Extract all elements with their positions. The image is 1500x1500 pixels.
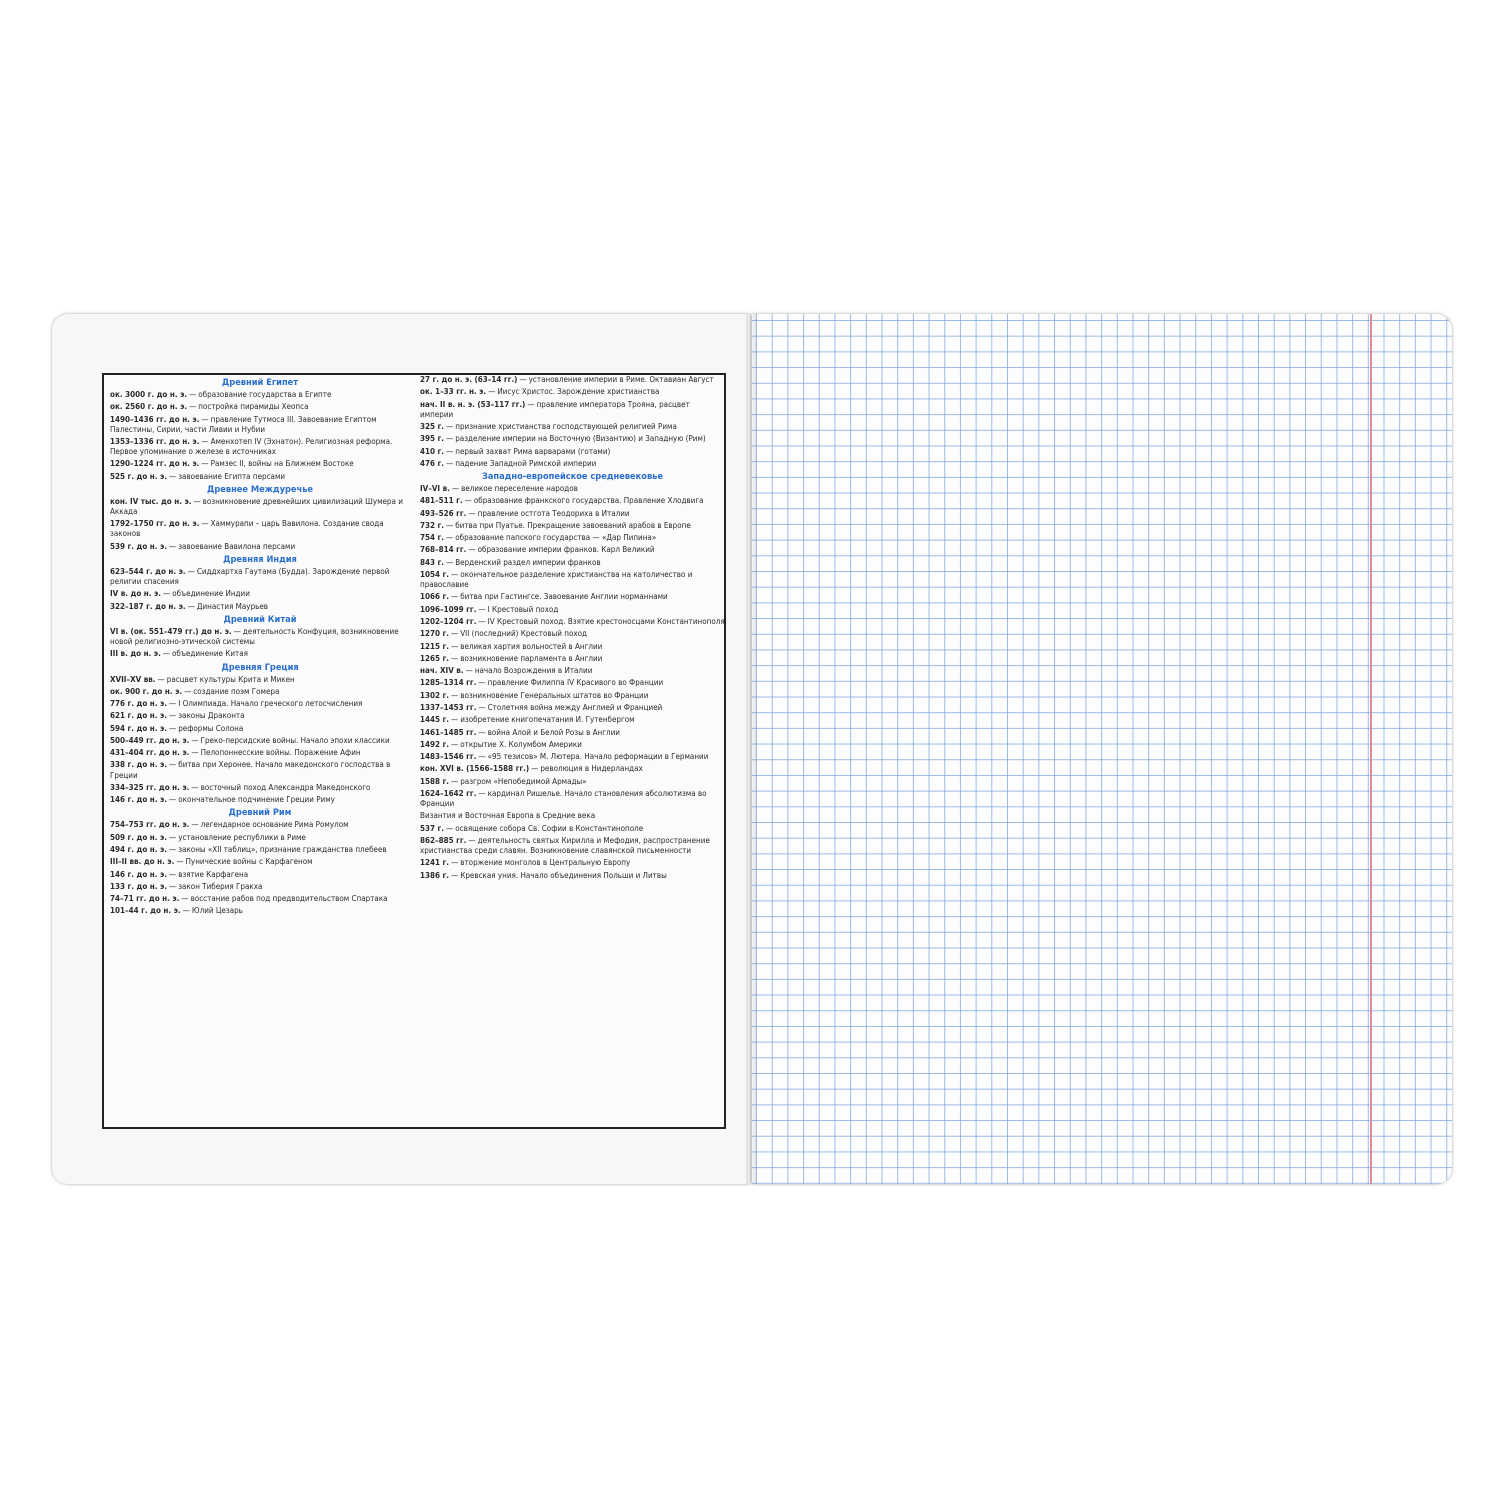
- entry-event: Пелопоннесские войны. Поражение Афин: [200, 748, 361, 758]
- timeline-entry: [420, 715, 725, 725]
- right-column: [420, 375, 725, 883]
- entry-date: 1490–1436 гг. до н. э.: [110, 414, 200, 424]
- timeline-entry: [420, 422, 725, 432]
- entry-separator: —: [201, 519, 209, 529]
- timeline-entry: [420, 496, 725, 506]
- entry-event: объединение Китая: [172, 649, 248, 659]
- entry-date: 1265 г.: [420, 653, 450, 663]
- entry-separator: —: [169, 471, 177, 481]
- entry-date: 494 г. до н. э.: [110, 844, 167, 854]
- entry-event: образование папского государства — «Дар Пипина»: [455, 533, 657, 543]
- entry-date: IV–VI в.: [420, 484, 450, 494]
- timeline-entry: [110, 699, 410, 709]
- entry-separator: —: [451, 484, 460, 494]
- entry-date: 338 г. до н. э.: [110, 760, 167, 770]
- entry-date: ок. 900 г. до н. э.: [110, 686, 183, 696]
- section-heading: Древний Рим: [228, 807, 292, 819]
- entry-event: деятельность святых Кирилла и Мефодия, распространение христианства среди славян. Возникновение славянской письменности: [420, 835, 710, 855]
- entry-separator: —: [169, 723, 177, 733]
- timeline-entry: [110, 783, 410, 793]
- entry-event: законы «XII таблиц», признание гражданства плебеев: [178, 844, 387, 854]
- timeline-entry: [420, 558, 725, 568]
- timeline-entry: [110, 736, 410, 746]
- timeline-entry: [420, 858, 725, 868]
- entry-separator: —: [446, 421, 454, 431]
- entry-separator: —: [157, 674, 165, 684]
- timeline-entry: [420, 545, 725, 555]
- entry-date: 1337–1453 гг.: [420, 702, 477, 712]
- timeline-entry: [420, 605, 725, 615]
- entry-event: установление республики в Риме: [178, 832, 306, 842]
- entry-separator: —: [446, 446, 454, 456]
- entry-separator: —: [169, 699, 177, 709]
- timeline-entry: [110, 687, 410, 697]
- entry-date: 101–44 г. до н. э.: [110, 906, 181, 916]
- entry-date: 74–71 гг. до н. э.: [110, 894, 180, 904]
- entry-event: Аменхотеп IV (Эхнатон). Религиозная реформа. Первое упоминание о железе в источниках: [110, 436, 393, 457]
- timeline-entry: [110, 748, 410, 758]
- entry-separator: —: [468, 545, 476, 555]
- entry-separator: —: [191, 820, 199, 830]
- entry-separator: —: [478, 727, 486, 737]
- timeline-entry: [110, 589, 410, 599]
- timeline-entry: [420, 459, 725, 469]
- timeline-entry: [420, 521, 725, 531]
- entry-date: 539 г. до н. э.: [110, 541, 167, 551]
- entry-separator: —: [451, 870, 459, 880]
- entry-event: разделение империи на Восточную (Византию) и Западную (Рим): [455, 434, 706, 444]
- entry-separator: —: [451, 858, 459, 868]
- entry-separator: —: [527, 399, 535, 409]
- entry-separator: —: [169, 832, 177, 842]
- entry-separator: —: [201, 459, 209, 469]
- entry-separator: —: [201, 414, 209, 424]
- entry-separator: —: [189, 402, 197, 412]
- entry-separator: —: [531, 764, 539, 774]
- entry-separator: —: [187, 566, 195, 576]
- entry-separator: —: [451, 570, 459, 580]
- timeline-entry: [110, 459, 410, 469]
- timeline-entry: [420, 654, 725, 664]
- entry-separator: —: [163, 589, 171, 599]
- entry-date: нач. XIV в.: [420, 666, 464, 676]
- entry-date: 476 г.: [420, 458, 445, 468]
- entry-separator: —: [184, 686, 192, 696]
- entry-event: восточный поход Александра Македонского: [200, 782, 371, 792]
- timeline-entry: [420, 666, 725, 676]
- entry-date: 1386 г.: [420, 870, 450, 880]
- entry-date: VI в. (ок. 551–479 гг.) до н. э.: [110, 626, 232, 636]
- entry-date: 754 г.: [420, 533, 445, 543]
- timeline-entry: [110, 390, 410, 400]
- entry-separator: —: [169, 869, 177, 879]
- timeline-entry: [420, 789, 725, 809]
- timeline-entry: [420, 375, 725, 385]
- entry-date: 1270 г.: [420, 629, 450, 639]
- entry-separator: —: [169, 541, 177, 551]
- entry-date: 1353–1336 гг. до н. э.: [110, 436, 200, 446]
- entry-separator: —: [451, 739, 459, 749]
- entry-event: Столетняя война между Англией и Францией: [487, 702, 663, 712]
- left-column: [110, 375, 410, 919]
- entry-event: возникновение древнейших цивилизаций Шумера и Аккада: [110, 496, 403, 516]
- entry-separator: —: [468, 835, 476, 845]
- entry-event: взятие Карфагена: [178, 869, 249, 879]
- entry-date: 594 г. до н. э.: [110, 723, 167, 733]
- entry-separator: —: [468, 508, 476, 518]
- entry-separator: —: [169, 795, 177, 805]
- entry-separator: —: [169, 881, 177, 891]
- entry-date: ок. 1–33 гг. н. э.: [420, 387, 487, 397]
- section-subheading: Византия и Восточная Европа в Средние века: [420, 811, 596, 821]
- entry-separator: —: [488, 387, 496, 397]
- entry-date: 732 г.: [420, 520, 445, 530]
- entry-date: 1054 г.: [420, 570, 450, 580]
- entry-event: революция в Нидерландах: [540, 764, 643, 774]
- entry-separator: —: [464, 496, 472, 506]
- entry-date: кон. IV тыс. до н. э.: [110, 496, 192, 506]
- entry-date: 431–404 гг. до н. э.: [110, 748, 190, 758]
- entry-separator: —: [187, 601, 195, 611]
- entry-date: III в. до н. э.: [110, 649, 161, 659]
- entry-separator: —: [478, 678, 486, 688]
- entry-separator: —: [451, 592, 459, 602]
- entry-event: правление остгота Теодориха в Италии: [477, 508, 630, 518]
- entry-separator: —: [446, 458, 454, 468]
- entry-event: Иисус Христос. Зарождение христианства: [497, 387, 660, 397]
- entry-separator: —: [189, 390, 197, 399]
- entry-date: III–II вв. до н. э.: [110, 857, 175, 867]
- entry-event: расцвет культуры Крита и Микен: [166, 674, 295, 684]
- timeline-entry: [420, 642, 725, 652]
- entry-event: Юлий Цезарь: [191, 906, 243, 916]
- entry-event: образование государства в Египте: [198, 390, 332, 399]
- entry-event: реформы Солона: [178, 723, 244, 733]
- entry-separator: —: [478, 752, 486, 762]
- entry-date: 1241 г.: [420, 858, 450, 868]
- entry-event: Кревская уния. Начало объединения Польши и Литвы: [460, 870, 667, 880]
- timeline-entry: [110, 724, 410, 734]
- timeline-entry: [110, 437, 410, 457]
- entry-separator: —: [193, 496, 201, 506]
- entry-event: деятельность Конфуция, возникновение новой религиозно-этической системы: [110, 626, 399, 646]
- entry-event: постройка пирамиды Хеопса: [198, 402, 309, 412]
- entry-event: Рамзес II, войны на Ближнем Востоке: [210, 459, 354, 469]
- entry-event: открытие Х. Колумбом Америки: [460, 739, 582, 749]
- entry-date: XVII–XV вв.: [110, 674, 156, 684]
- entry-event: I Олимпиада. Начало греческого летосчисления: [178, 699, 363, 709]
- entry-event: война Алой и Белой Розы в Англии: [487, 727, 620, 737]
- entry-event: восстание рабов под предводительством Спартака: [190, 894, 388, 904]
- entry-event: завоевание Вавилона персами: [178, 541, 296, 551]
- entry-event: установление империи в Риме. Октавиан Август: [528, 375, 714, 384]
- section-heading: Западно-европейское средневековье: [481, 471, 664, 483]
- entry-event: возникновение парламента в Англии: [460, 653, 603, 663]
- entry-date: 1285–1314 гг.: [420, 678, 477, 688]
- entry-date: 1792–1750 гг. до н. э.: [110, 519, 200, 529]
- entry-separator: —: [181, 894, 189, 904]
- entry-separator: —: [191, 748, 199, 758]
- entry-event: кардинал Ришелье. Начало становления абсолютизма во Франции: [420, 788, 707, 808]
- entry-event: Пунические войны с Карфагеном: [185, 857, 313, 867]
- timeline-entry: [420, 629, 725, 639]
- timeline-entry: [110, 402, 410, 412]
- entry-event: закон Тиберия Гракха: [178, 881, 263, 891]
- entry-date: 1461–1485 гг.: [420, 727, 477, 737]
- entry-event: правление императора Трояна, расцвет империи: [420, 399, 690, 419]
- entry-separator: —: [169, 711, 177, 721]
- entry-event: правление Тутмоса III. Завоевание Египтом Палестины, Сирии, части Ливии и Нубии: [110, 414, 377, 434]
- entry-date: 525 г. до н. э.: [110, 471, 167, 481]
- timeline-entry: [420, 592, 725, 602]
- notebook-spine: [746, 314, 756, 1184]
- entry-event: образование империи франков. Карл Великий: [477, 545, 655, 555]
- entry-date: 1096–1099 гг.: [420, 604, 477, 614]
- entry-separator: —: [446, 533, 454, 543]
- entry-event: завоевание Египта персами: [178, 471, 286, 481]
- entry-separator: —: [446, 557, 454, 567]
- entry-event: Династия Маурьев: [196, 601, 269, 611]
- right-page-grid: [752, 314, 1452, 1184]
- entry-separator: —: [191, 782, 199, 792]
- entry-event: создание поэм Гомера: [193, 686, 280, 696]
- timeline-entry: [110, 519, 410, 539]
- timeline-entry: [110, 795, 410, 805]
- entry-date: ок. 3000 г. до н. э.: [110, 390, 188, 399]
- entry-separator: —: [451, 641, 459, 651]
- section-heading: Древний Египет: [221, 377, 299, 388]
- entry-date: 1290–1224 гг. до н. э.: [110, 459, 200, 469]
- timeline-entry: [420, 777, 725, 787]
- timeline-entry: [110, 760, 410, 780]
- timeline-entry: [110, 649, 410, 659]
- entry-event: легендарное основание Рима Ромулом: [200, 820, 349, 830]
- timeline-entry: [420, 764, 725, 774]
- entry-event: вторжение монголов в Центральную Европу: [460, 858, 631, 868]
- entry-event: I Крестовый поход: [487, 604, 559, 614]
- entry-event: IV Крестовый поход. Взятие крестоносцами Константинополя: [487, 616, 725, 626]
- entry-date: нач. II в. н. э. (53–117 гг.): [420, 399, 526, 409]
- entry-event: объединение Индии: [172, 589, 250, 599]
- history-dates-table: [102, 373, 726, 1129]
- entry-separator: —: [478, 616, 486, 626]
- entry-date: 1302 г.: [420, 690, 450, 700]
- entry-date: 1445 г.: [420, 715, 450, 725]
- timeline-entry: [110, 415, 410, 435]
- timeline-entry: [110, 472, 410, 482]
- entry-event: разгром «Непобедимой Армады»: [460, 776, 587, 786]
- timeline-entry: [110, 675, 410, 685]
- entry-date: 621 г. до н. э.: [110, 711, 167, 721]
- entry-date: IV в. до н. э.: [110, 589, 162, 599]
- entry-date: 133 г. до н. э.: [110, 881, 167, 891]
- entry-event: Сиддхартха Гаутама (Будда). Зарождение первой религии спасения: [110, 566, 390, 586]
- entry-separator: —: [451, 715, 459, 725]
- timeline-entry: [110, 833, 410, 843]
- timeline-entry: [420, 533, 725, 543]
- timeline-entry: [110, 627, 410, 647]
- margin-line: [1370, 314, 1372, 1184]
- timeline-entry: [110, 845, 410, 855]
- entry-event: признание христианства господствующей религией Рима: [455, 421, 677, 431]
- timeline-entry: [110, 567, 410, 587]
- timeline-entry: [420, 509, 725, 519]
- entry-date: 1624–1642 гг.: [420, 788, 477, 798]
- entry-separator: —: [478, 702, 486, 712]
- entry-date: 146 г. до н. э.: [110, 795, 167, 805]
- timeline-entry: [110, 820, 410, 830]
- entry-event: изобретение книгопечатания И. Гутенбергом: [460, 715, 635, 725]
- entry-separator: —: [451, 776, 459, 786]
- entry-date: 1588 г.: [420, 776, 450, 786]
- section-heading: Древнее Междуречье: [206, 483, 314, 495]
- entry-date: 1202–1204 гг.: [420, 616, 477, 626]
- entry-separator: —: [446, 434, 454, 444]
- entry-separator: —: [519, 375, 527, 384]
- entry-event: образование франкского государства. Правление Хлодвига: [473, 496, 704, 506]
- entry-separator: —: [478, 788, 486, 798]
- entry-date: 509 г. до н. э.: [110, 832, 167, 842]
- entry-separator: —: [451, 653, 459, 663]
- timeline-entry: [420, 836, 725, 856]
- timeline-entry: [110, 906, 410, 916]
- timeline-entry: [110, 870, 410, 880]
- entry-date: кон. XVI в. (1566–1588 гг.): [420, 764, 530, 774]
- entry-separator: —: [169, 844, 177, 854]
- entry-date: 410 г.: [420, 446, 445, 456]
- entry-date: 776 г. до н. э.: [110, 699, 167, 709]
- timeline-entry: [420, 570, 725, 590]
- timeline-entry: [420, 740, 725, 750]
- entry-date: 493–526 гг.: [420, 508, 467, 518]
- entry-date: 1215 г.: [420, 641, 450, 651]
- entry-date: 537 г.: [420, 823, 445, 833]
- entry-separator: —: [446, 823, 454, 833]
- entry-event: окончательное разделение христианства на католичество и православие: [420, 570, 693, 590]
- entry-separator: —: [169, 760, 177, 770]
- entry-separator: —: [176, 857, 184, 867]
- timeline-entry: [110, 497, 410, 517]
- entry-date: 322–187 г. до н. э.: [110, 601, 186, 611]
- entry-event: правление Филиппа IV Красивого во Франции: [487, 678, 664, 688]
- entry-event: окончательное подчинение Греции Риму: [178, 795, 335, 805]
- entry-event: великое переселение народов: [461, 484, 578, 494]
- timeline-entry: [420, 728, 725, 738]
- timeline-entry: [420, 703, 725, 713]
- entry-event: великая хартия вольностей в Англии: [460, 641, 603, 651]
- entry-event: битва при Херонее. Начало македонского господства в Греции: [110, 760, 391, 780]
- timeline-entry: [110, 882, 410, 892]
- entry-event: первый захват Рима варварами (готами): [455, 446, 611, 456]
- entry-date: 1066 г.: [420, 592, 450, 602]
- entry-event: Греко-персидские войны. Начало эпохи классики: [200, 735, 390, 745]
- left-page: [52, 314, 750, 1184]
- entry-date: 862–885 гг.: [420, 835, 467, 845]
- entry-event: законы Драконта: [178, 711, 245, 721]
- entry-separator: —: [465, 666, 473, 676]
- entry-date: 27 г. до н. э. (63–14 гг.): [420, 375, 518, 384]
- entry-date: 395 г.: [420, 434, 445, 444]
- timeline-entry: [420, 434, 725, 444]
- entry-event: битва при Пуатье. Прекращение завоеваний арабов в Европе: [455, 520, 691, 530]
- entry-separator: —: [451, 690, 459, 700]
- entry-date: 754–753 гг. до н. э.: [110, 820, 190, 830]
- section-heading: Древняя Индия: [223, 553, 297, 565]
- timeline-entry: [420, 678, 725, 688]
- entry-date: 1492 г.: [420, 739, 450, 749]
- timeline-entry: [420, 691, 725, 701]
- entry-date: 146 г. до н. э.: [110, 869, 167, 879]
- timeline-entry: [420, 484, 725, 494]
- timeline-entry: [420, 871, 725, 881]
- timeline-entry: [420, 400, 725, 420]
- entry-date: 1483–1546 гг.: [420, 752, 477, 762]
- open-notebook: [52, 314, 1452, 1186]
- section-heading: Древняя Греция: [221, 661, 299, 673]
- entry-event: возникновение Генеральных штатов во Франции: [460, 690, 649, 700]
- timeline-entry: [420, 824, 725, 834]
- entry-date: 623–544 г. до н. э.: [110, 566, 186, 576]
- entry-event: начало Возрождения в Италии: [474, 666, 593, 676]
- entry-separator: —: [191, 735, 199, 745]
- entry-separator: —: [478, 604, 486, 614]
- entry-date: 843 г.: [420, 557, 445, 567]
- entry-event: «95 тезисов» М. Лютера. Начало реформации в Германии: [487, 752, 709, 762]
- entry-date: 768–814 гг.: [420, 545, 467, 555]
- entry-event: VII (последний) Крестовый поход: [460, 629, 588, 639]
- timeline-entry: [110, 857, 410, 867]
- entry-date: 325 г.: [420, 421, 445, 431]
- entry-event: падение Западной Римской империи: [455, 458, 597, 468]
- timeline-entry: [420, 752, 725, 762]
- entry-separator: —: [446, 520, 454, 530]
- entry-event: Верденский раздел империи франков: [455, 557, 601, 567]
- entry-event: освящение собора Св. Софии в Константинополе: [455, 823, 644, 833]
- timeline-entry: [110, 542, 410, 552]
- entry-date: 481–511 г.: [420, 496, 463, 506]
- entry-event: битва при Гастингсе. Завоевание Англии норманнами: [460, 592, 668, 602]
- timeline-entry: [110, 711, 410, 721]
- entry-separator: —: [233, 626, 241, 636]
- entry-date: ок. 2560 г. до н. э.: [110, 402, 188, 412]
- section-heading: Древний Китай: [223, 613, 297, 625]
- timeline-entry: [420, 617, 725, 627]
- entry-separator: —: [201, 436, 209, 446]
- timeline-entry: [420, 447, 725, 457]
- entry-date: 334–325 гг. до н. э.: [110, 782, 190, 792]
- timeline-entry: [110, 894, 410, 904]
- entry-separator: —: [162, 649, 170, 659]
- entry-event: Хаммурапи – царь Вавилона. Создание свода законов: [110, 519, 384, 539]
- timeline-entry: [420, 387, 725, 397]
- timeline-entry: [110, 602, 410, 612]
- entry-separator: —: [451, 629, 459, 639]
- entry-separator: —: [182, 906, 190, 916]
- entry-date: 500–449 гг. до н. э.: [110, 735, 190, 745]
